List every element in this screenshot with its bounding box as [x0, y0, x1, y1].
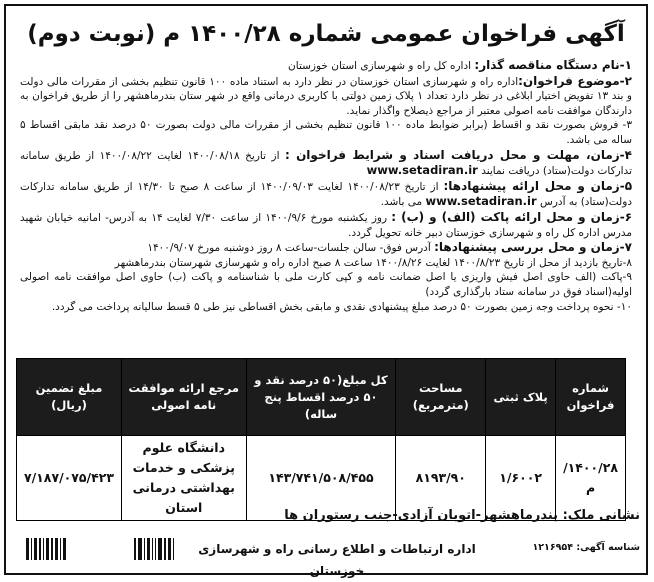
notice-code: شناسه آگهی: ۱۲۱۶۹۵۴: [532, 542, 640, 553]
section-5-text: از تاریخ ۱۴۰۰/۰۸/۲۳ لغایت ۱۴۰۰/۰۹/۰۳ از ساعت ۸ صبح تا ۱۴/۳۰ از طریق سامانه تدارکات دولت(ستاد) به آدرس: [20, 180, 632, 209]
section-10: ۱۰- نحوه پرداخت وجه زمین بصورت ۵۰ درصد مبلغ پیشنهادی نقدی و مابقی بخش اقساطی نیز طی ۵ قسط سالیانه پرداخت می گردد.: [51, 300, 632, 313]
section-7: [20, 240, 632, 256]
section-2-label: ۲-موضوع فراخوان:: [518, 73, 632, 88]
section-4-site-link[interactable]: www.setadiran.ir: [366, 163, 478, 178]
cell-guarantee-amount: ۷/۱۸۷/۰۷۵/۴۲۳: [17, 436, 122, 521]
section-6: [20, 210, 632, 240]
section-5: [20, 179, 632, 210]
section-1: [20, 58, 632, 74]
section-8: ۸-تاریخ بازدید از محل از تاریخ ۱۴۰۰/۸/۲۳ لغایت ۱۴۰۰/۸/۲۶ ساعت ۸ صبح اداره راه و شهرسازی شهرستان بندرماهشهر: [114, 256, 632, 269]
col-header-call-number: شماره فراخوان: [556, 359, 626, 436]
cell-approval-authority: دانشگاه علوم پزشکی و خدمات بهداشتی درمانی استان: [121, 436, 246, 521]
barcode-left-icon: [26, 538, 66, 560]
footer-organization: اداره ارتباطات و اطلاع رسانی راه و شهرسازی خوزستان: [198, 542, 476, 578]
section-4-label: ۴-زمان، مهلت و محل دریافت اسناد و شرایط فراخوان :: [284, 147, 632, 162]
section-4-text: از تاریخ ۱۴۰۰/۰۸/۱۸ لغایت ۱۴۰۰/۰۸/۲۲ از طریق سامانه تدارکات دولت(ستاد) دریافت نمایند: [20, 149, 632, 178]
section-2-text: اداره راه و شهرسازی استان خوزستان در نظر دارد به استناد ماده ۱۰۰ قانون تنظیم بخشی از مقررات مالی دولت و بند ۱۳ تفویض اختیار ابلاغی در نظر دارد تعداد ۱ پلاک زمین دولتی با کاربری درمانی واقع در شهر ستان بندرماهشهر را از طریق فراخوان به دارندگان موافقت نامه اصولی معتبر از مراجع ذیصلاح واگذار نماید.: [20, 75, 633, 117]
col-header-registered-plate: پلاک ثبتی: [486, 359, 556, 436]
section-5-label: ۵-زمان و محل ارائه پیشنهادها:: [443, 178, 633, 193]
section-7-text: آدرس فوق- سالن جلسات-ساعت ۸ روز دوشنبه مورخ ۱۴۰۰/۹/۰۷: [147, 242, 435, 255]
notice-body: [6, 54, 646, 314]
footer: [14, 538, 640, 578]
section-6-label: ۶-زمان و محل ارائه پاکت (الف) و (ب) :: [391, 209, 633, 224]
cell-call-number: ۱۴۰۰/۲۸/م: [556, 436, 626, 521]
cell-registered-plate: ۱/۶۰۰۲: [486, 436, 556, 521]
section-3: ۳- فروش بصورت نقد و اقساط (برابر ضوابط ماده ۱۰۰ قانون تنظیم بخشی از مقررات مالی دولت بصورت ۵۰ درصد نقد مابقی اقساط ۵ ساله می باشد.: [20, 119, 632, 146]
col-header-area: مساحت (مترمربع): [396, 359, 486, 436]
section-7-label: ۷-زمان و محل بررسی پیشنهادها:: [434, 240, 632, 255]
table-header-row: [17, 359, 626, 436]
property-address: نشانی ملک: بندرماهشهر-اتوبان آزادی-جنب رستوران ها: [284, 508, 640, 523]
col-header-approval-authority: مرجع ارائه موافقت نامه اصولی: [121, 359, 246, 436]
section-5-tail: می باشد.: [380, 196, 426, 209]
section-4: [20, 148, 632, 179]
section-6-text: روز یکشنبه مورخ ۱۴۰۰/۹/۶ از ساعت ۷/۳۰ لغایت ۱۴ به آدرس- امانیه خیابان شهید مدرس اداره کل راه و شهرسازی خوزستان دبیر خانه تحویل گردد.: [20, 211, 632, 239]
col-header-guarantee-amount: مبلغ تضمین (ریال): [17, 359, 122, 436]
section-9: ۹-پاکت (الف حاوی اصل فیش واریزی یا اصل ضمانت نامه و کپی کارت ملی با شناسنامه و پاکت (ب) حاوی اصل موافقت نامه اصولی اولیه(اسناد فوق در سامانه ستاد بارگذاری گردد): [20, 271, 632, 298]
col-header-total-amount: کل مبلغ(۵۰ درصد نقد و ۵۰ درصد اقساط پنج ساله): [246, 359, 396, 436]
cell-area: ۸۱۹۳/۹۰: [396, 436, 486, 521]
section-2: [20, 74, 632, 119]
section-1-text: اداره کل راه و شهرسازی استان خوزستان: [288, 60, 475, 72]
cell-total-amount: ۱۴۳/۷۴۱/۵۰۸/۴۵۵: [246, 436, 396, 521]
bid-table: [16, 358, 626, 521]
section-5-site-link[interactable]: www.setadiran.ir: [425, 194, 537, 209]
barcode-right-icon: [134, 538, 174, 560]
notice-title: آگهی فراخوان عمومی شماره ۱۴۰۰/۲۸ م (نوبت دوم): [27, 21, 625, 47]
section-1-label: ۱-نام دستگاه مناقصه گذار:: [474, 58, 632, 72]
